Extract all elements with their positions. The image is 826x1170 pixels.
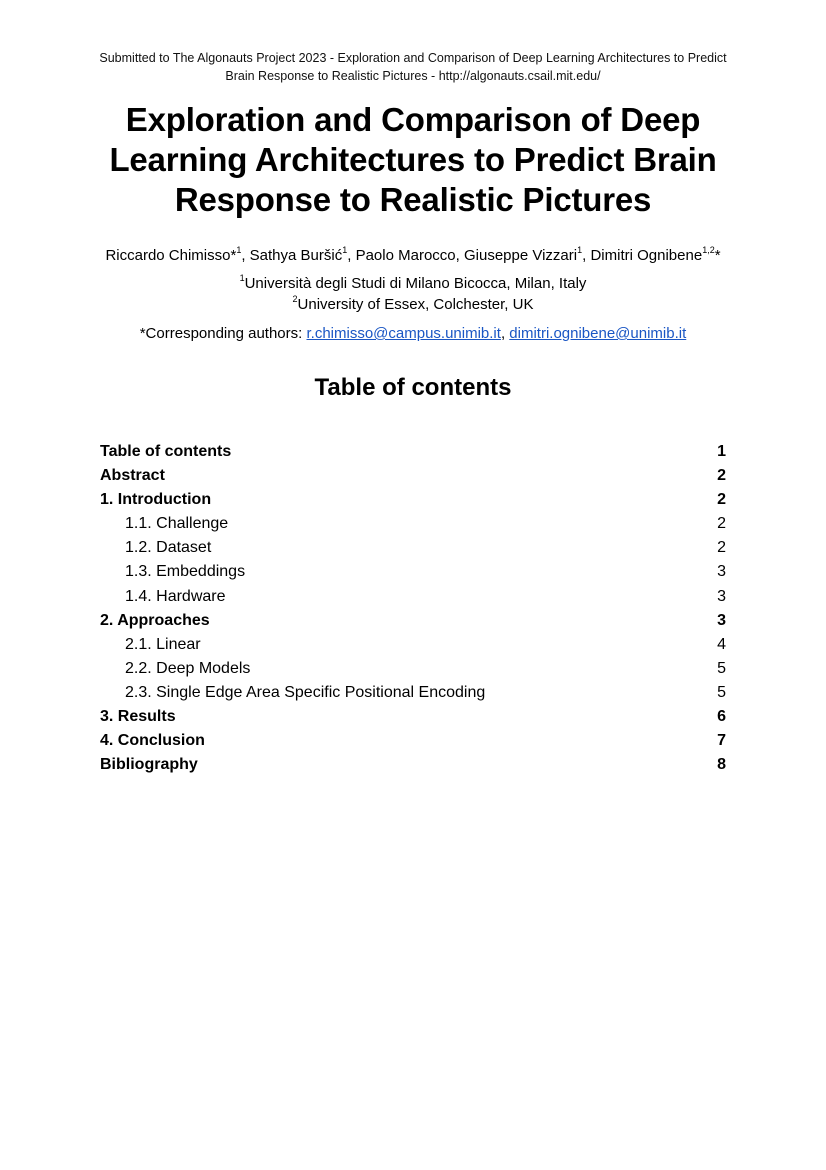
toc-subentry[interactable] bbox=[100, 585, 726, 609]
toc-entry-page: 2 bbox=[717, 539, 726, 557]
affiliation-2 bbox=[80, 295, 746, 315]
toc-subentry[interactable] bbox=[100, 657, 726, 681]
toc-entry[interactable] bbox=[100, 753, 726, 777]
author-separator: , bbox=[347, 247, 356, 264]
toc-entry-label: Table of contents bbox=[100, 443, 232, 460]
submission-header-note bbox=[80, 49, 746, 85]
affiliation-marker: 2 bbox=[292, 294, 298, 304]
corresponding-authors-label: *Corresponding authors: bbox=[139, 325, 307, 342]
toc-entry-page: 2 bbox=[717, 467, 726, 485]
author-separator: , bbox=[241, 247, 250, 264]
toc-entry-label: 2.2. Deep Models bbox=[125, 659, 251, 677]
toc-entry-label: Abstract bbox=[100, 467, 165, 485]
toc-entry[interactable] bbox=[100, 464, 726, 488]
toc-entry-label: 4. Conclusion bbox=[100, 732, 205, 750]
toc-entry-page: 2 bbox=[717, 515, 726, 533]
toc-entry[interactable] bbox=[100, 440, 726, 464]
toc-entry-page: 3 bbox=[717, 563, 726, 581]
paper-title-line-3: Response to Realistic Pictures bbox=[174, 181, 652, 218]
toc-entry[interactable] bbox=[100, 705, 726, 729]
toc-entry-label: 1.2. Dataset bbox=[125, 539, 212, 557]
email-link-ognibene[interactable]: dimitri.ognibene@unimib.it bbox=[509, 325, 687, 342]
toc-entry-page: 4 bbox=[717, 635, 726, 653]
header-note-line-1: Submitted to The Algonauts Project 2023 - Exploration and Comparison of Deep Learning Architectures to Predict bbox=[99, 51, 727, 65]
table-of-contents bbox=[100, 440, 726, 777]
toc-subentry[interactable] bbox=[100, 512, 726, 536]
toc-subentry[interactable] bbox=[100, 633, 726, 657]
toc-entry[interactable] bbox=[100, 488, 726, 512]
author-affiliation-marker: 1,2 bbox=[702, 245, 715, 255]
affiliation-text: University of Essex, Colchester, UK bbox=[297, 296, 534, 313]
author-affiliation-marker: 1 bbox=[236, 245, 242, 255]
toc-entry[interactable] bbox=[100, 609, 726, 633]
author-name: Paolo Marocco bbox=[355, 247, 456, 264]
toc-entry-label: 2.3. Single Edge Area Specific Positional Encoding bbox=[125, 683, 486, 701]
author-name: Giuseppe Vizzari bbox=[463, 247, 578, 264]
toc-subentry[interactable] bbox=[100, 681, 726, 705]
toc-entry-page: 6 bbox=[717, 708, 726, 726]
author-list bbox=[40, 246, 786, 266]
affiliation-1 bbox=[80, 274, 746, 294]
toc-entry-label: 1.1. Challenge bbox=[125, 515, 229, 533]
paper-title-line-1: Exploration and Comparison of Deep bbox=[125, 101, 701, 138]
toc-entry-label: 2.1. Linear bbox=[125, 635, 201, 653]
toc-entry-label: Bibliography bbox=[100, 756, 198, 774]
toc-entry-page: 3 bbox=[717, 587, 726, 605]
author-name: Riccardo Chimisso* bbox=[105, 247, 237, 264]
toc-entry-label: 2. Approaches bbox=[100, 611, 210, 629]
email-link-chimisso[interactable]: r.chimisso@campus.unimib.it bbox=[306, 325, 501, 342]
affiliation-marker: 1 bbox=[239, 273, 245, 283]
toc-entry[interactable] bbox=[100, 729, 726, 753]
toc-entry-label: 1.3. Embeddings bbox=[125, 563, 246, 581]
author-name: Dimitri Ognibene bbox=[590, 247, 703, 264]
paper-title-line-2: Learning Architectures to Predict Brain bbox=[109, 141, 717, 178]
toc-entry-page: 7 bbox=[717, 732, 726, 750]
corresponding-author-marker: * bbox=[714, 247, 721, 264]
toc-subentry[interactable] bbox=[100, 536, 726, 560]
toc-entry-label: 3. Results bbox=[100, 708, 176, 726]
toc-heading: Table of contents bbox=[314, 374, 512, 401]
author-affiliation-marker: 1 bbox=[342, 245, 348, 255]
corresponding-authors bbox=[40, 324, 786, 344]
toc-entry-page: 5 bbox=[717, 683, 726, 701]
author-separator: , bbox=[582, 247, 591, 264]
paper-title bbox=[80, 100, 746, 220]
toc-entry-page: 2 bbox=[717, 491, 726, 509]
toc-entry-page: 5 bbox=[717, 659, 726, 677]
toc-entry-page: 3 bbox=[717, 611, 726, 629]
toc-entry-label: 1. Introduction bbox=[100, 491, 212, 509]
toc-entry-page: 8 bbox=[717, 756, 726, 774]
toc-entry-page: 1 bbox=[717, 443, 726, 460]
author-affiliation-marker: 1 bbox=[577, 245, 583, 255]
toc-entry-label: 1.4. Hardware bbox=[125, 587, 226, 605]
email-separator: , bbox=[500, 325, 510, 342]
author-name: Sathya Buršić bbox=[249, 247, 343, 264]
affiliation-text: Università degli Studi di Milano Bicocca, Milan, Italy bbox=[244, 275, 587, 292]
author-separator: , bbox=[455, 247, 464, 264]
toc-subentry[interactable] bbox=[100, 560, 726, 584]
header-note-line-2: Brain Response to Realistic Pictures - http://algonauts.csail.mit.edu/ bbox=[225, 69, 601, 83]
